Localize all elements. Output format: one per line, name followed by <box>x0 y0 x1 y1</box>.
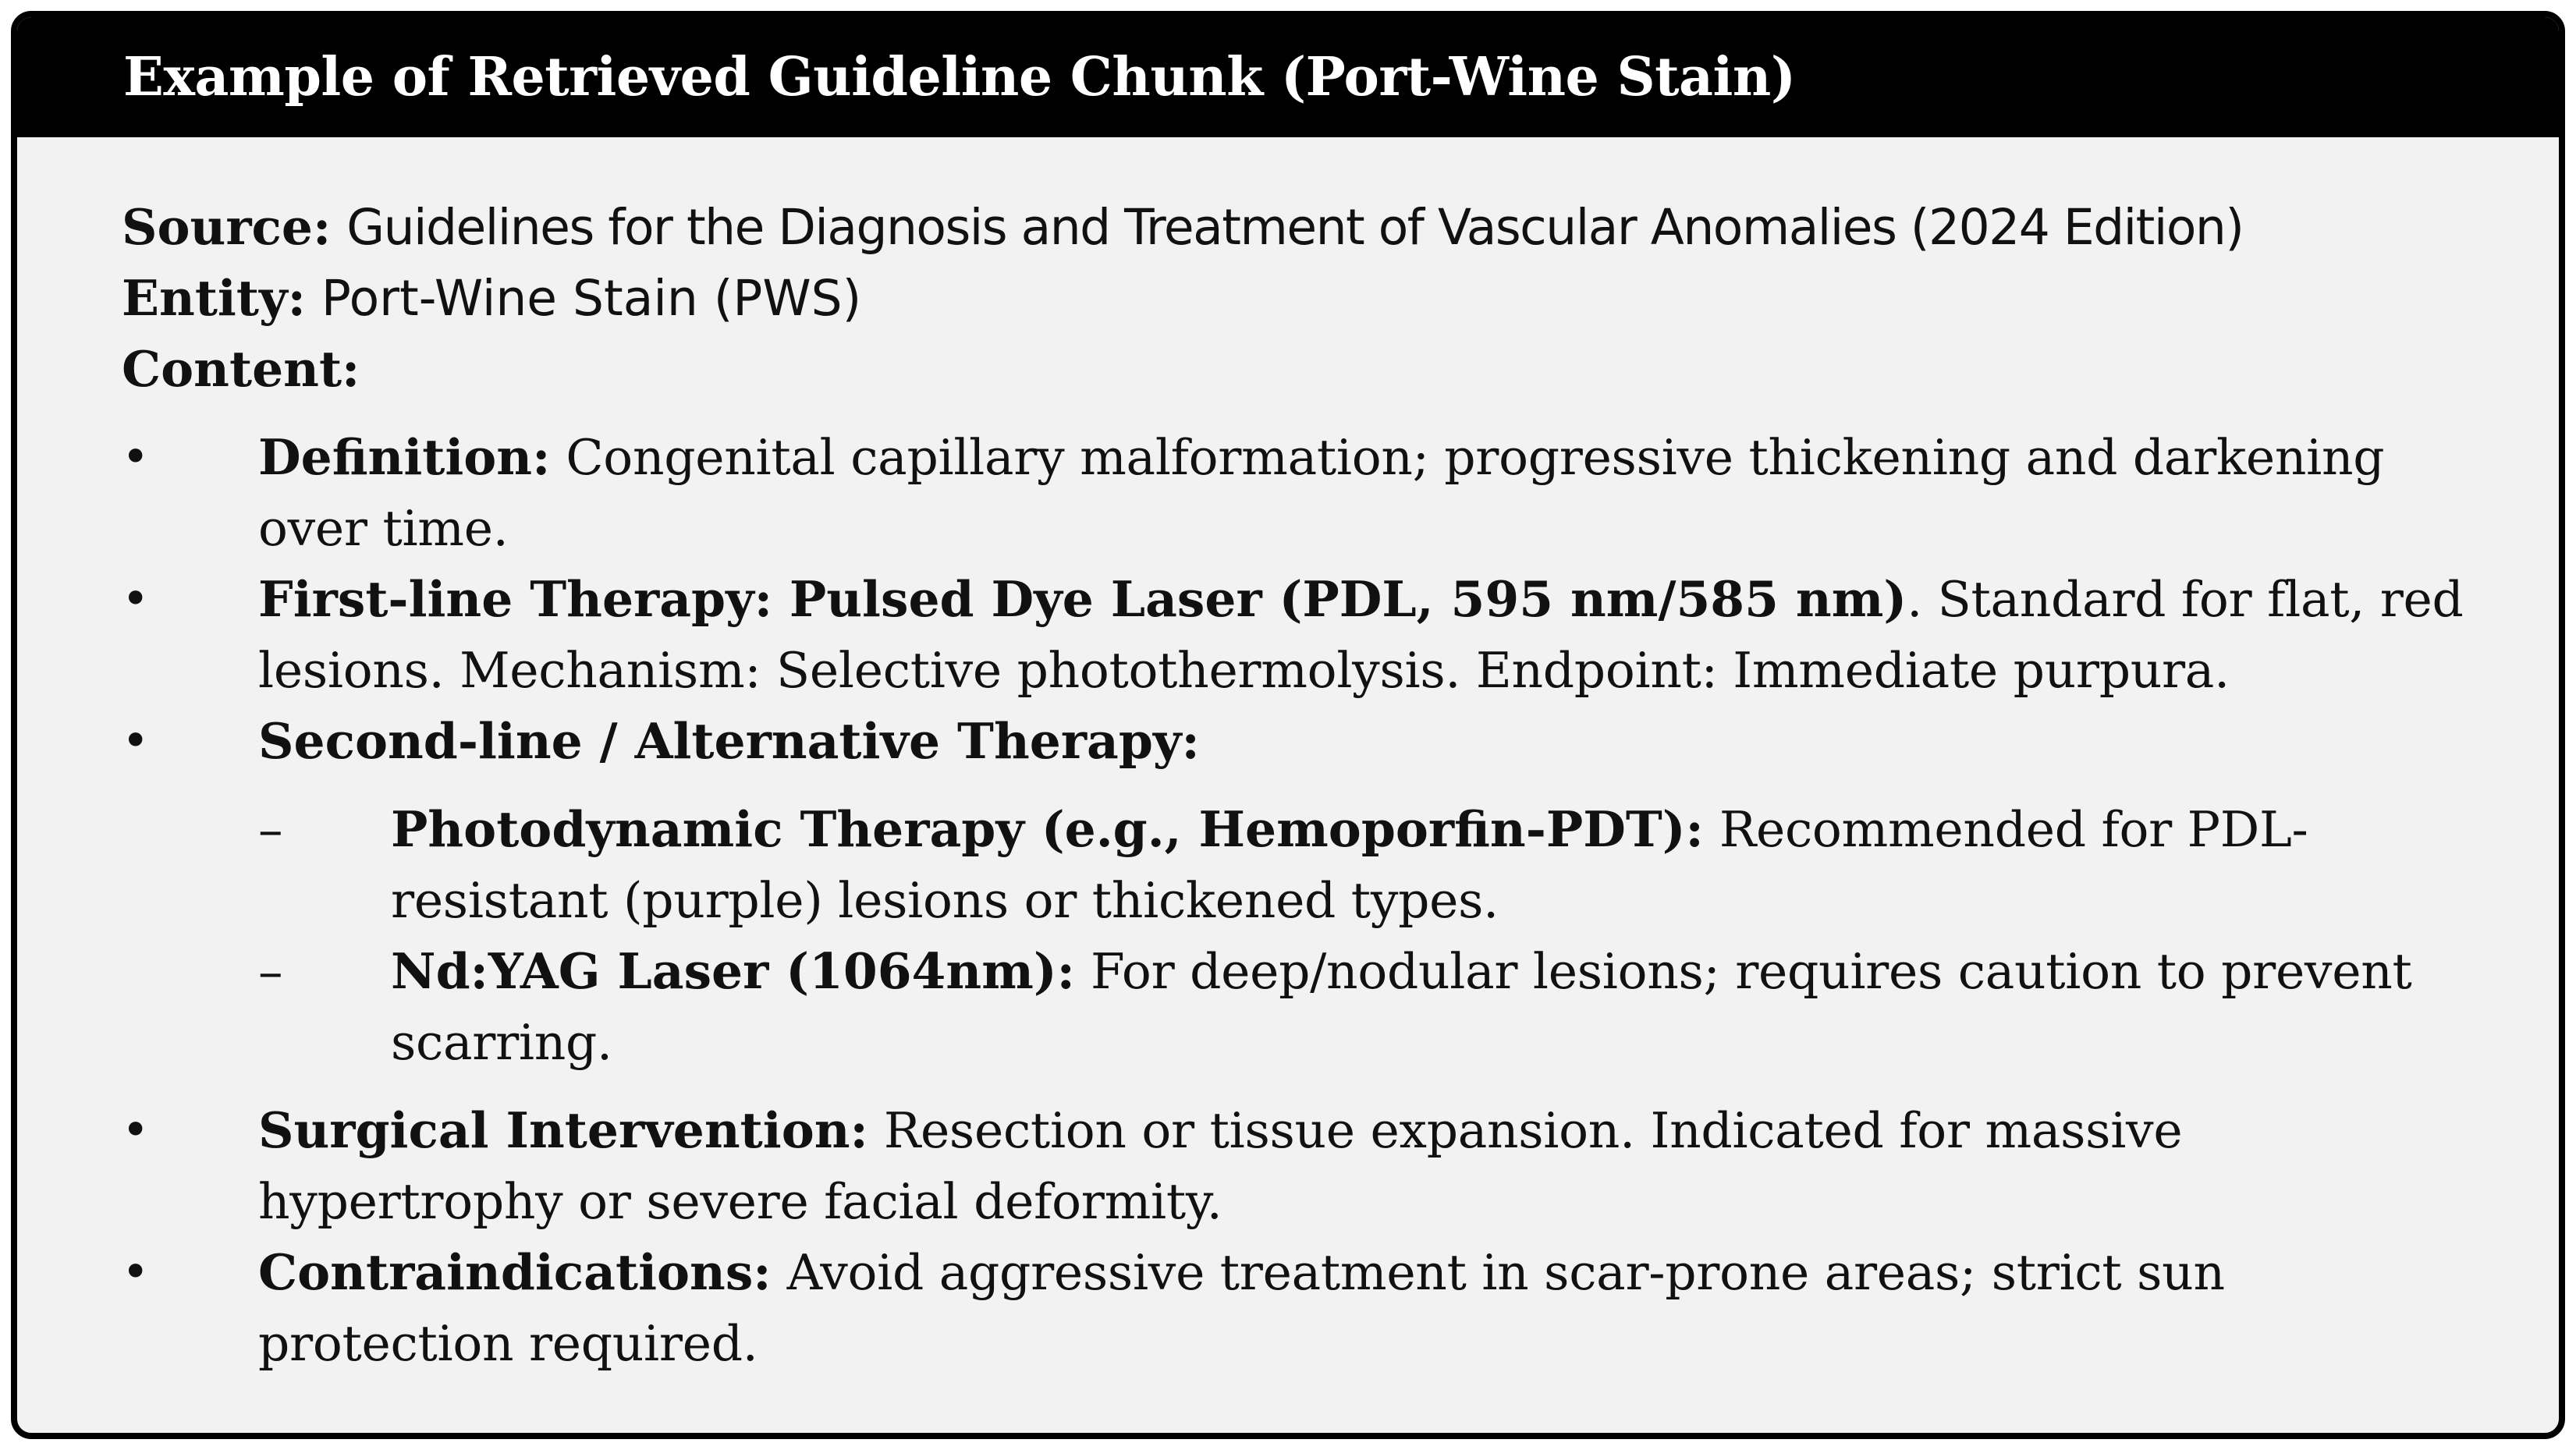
sub-bullet-list <box>258 794 2465 1078</box>
bullet-item-surgical-intervention <box>122 1095 2465 1237</box>
bullet-text <box>258 1244 2225 1372</box>
entity-field <box>122 263 2465 334</box>
bullet-item-second-line-therapy <box>122 706 2465 1078</box>
bullet-item-first-line-therapy <box>122 564 2465 706</box>
bullet-label: Second-line / Alternative Therapy: <box>258 712 1200 770</box>
bullet-icon: • <box>122 572 150 626</box>
guideline-chunk-card <box>11 11 2565 1439</box>
source-field <box>122 192 2465 263</box>
sub-item-photodynamic-therapy <box>258 794 2465 936</box>
bullet-value: Congenital capillary malformation; progressive thickening and darkening over time. <box>258 429 2385 557</box>
bullet-value: Resection or tissue expansion. Indicated for massive hypertrophy or severe facial deformity. <box>258 1102 2183 1230</box>
bullet-label: First-line Therapy: Pulsed Dye Laser (PDL, 595 nm/585 nm) <box>258 570 1907 628</box>
bullet-text <box>258 713 1200 770</box>
bullet-text <box>258 429 2384 557</box>
sub-item-ndyag-laser <box>258 936 2465 1078</box>
bullet-icon: • <box>122 1245 150 1299</box>
bullet-label: Definition: <box>258 428 551 486</box>
bullet-label: Contraindications: <box>258 1243 772 1301</box>
source-value: Guidelines for the Diagnosis and Treatment of Vascular Anomalies (2024 Edition) <box>346 199 2244 256</box>
dash-icon: – <box>258 801 283 858</box>
sub-item-value: Recommended for PDL-resistant (purple) lesions or thickened types. <box>391 801 2308 929</box>
dash-icon: – <box>258 943 283 1000</box>
sub-item-label: Nd:YAG Laser (1064nm): <box>391 942 1075 1000</box>
sub-item-label: Photodynamic Therapy (e.g., Hemoporfin-PDT): <box>391 800 1704 858</box>
entity-label: Entity: <box>122 269 306 327</box>
sub-item-text <box>391 943 2412 1071</box>
bullet-value: Avoid aggressive treatment in scar-prone areas; strict sun protection required. <box>258 1244 2225 1372</box>
bullet-item-definition <box>122 422 2465 564</box>
source-label: Source: <box>122 198 332 256</box>
bullet-icon: • <box>122 714 150 768</box>
guideline-bullet-list <box>122 422 2465 1379</box>
bullet-icon: • <box>122 430 150 484</box>
bullet-item-contraindications <box>122 1237 2465 1379</box>
content-label: Content: <box>122 340 360 398</box>
bullet-label: Surgical Intervention: <box>258 1101 868 1159</box>
card-title: Example of Retrieved Guideline Chunk (Port-Wine Stain) <box>17 17 2559 137</box>
entity-value: Port-Wine Stain (PWS) <box>321 270 862 327</box>
sub-item-value: For deep/nodular lesions; requires caution to prevent scarring. <box>391 943 2412 1071</box>
bullet-value: . Standard for flat, red lesions. Mechanism: Selective photothermolysis. Endpoint: Immediate purpura. <box>258 571 2464 699</box>
sub-item-text <box>391 801 2308 929</box>
bullet-text <box>258 1102 2182 1230</box>
bullet-text <box>258 571 2464 699</box>
bullet-icon: • <box>122 1103 150 1158</box>
content-field <box>122 334 2465 405</box>
card-content <box>17 137 2559 1379</box>
